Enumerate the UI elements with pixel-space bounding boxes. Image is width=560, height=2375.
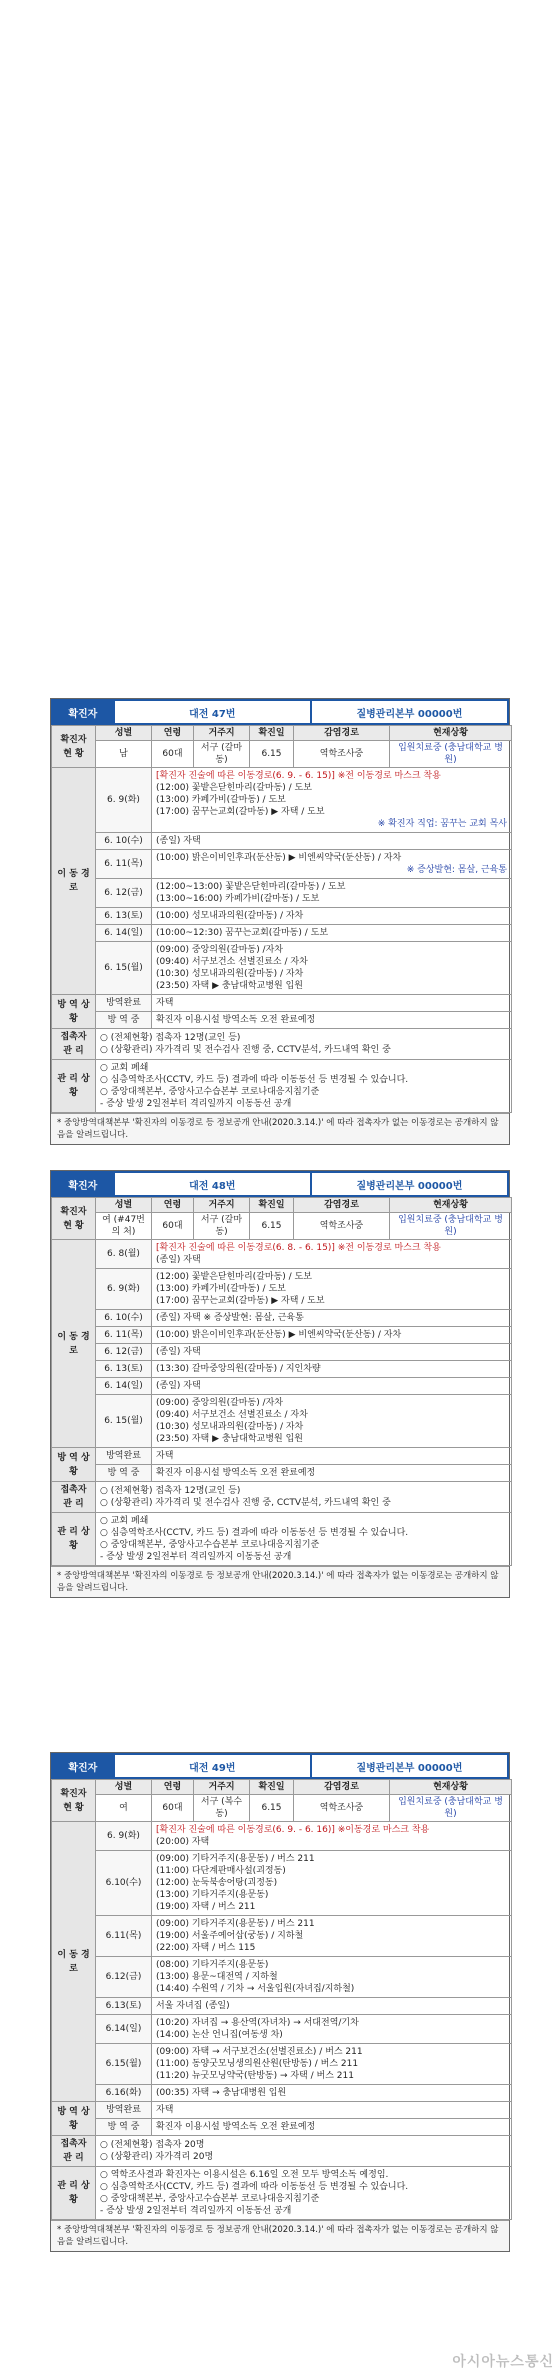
route-line: (19:00) 서울주예어삽(궁동) / 지하철 bbox=[156, 1931, 304, 1941]
route-line: ※ 증상발현: 몸살, 근육통 bbox=[406, 865, 507, 875]
route-date: 6.15(월) bbox=[96, 2044, 152, 2085]
route-row bbox=[52, 1361, 512, 1378]
route-detail bbox=[152, 1269, 512, 1310]
route-detail bbox=[152, 2044, 512, 2085]
info-value-cell: 서구 (갈마동) bbox=[194, 1213, 250, 1240]
quarantine-value: 확진자 이용시설 방역소독 오전 완료예정 bbox=[152, 1465, 512, 1482]
route-date: 6. 9(화) bbox=[96, 1269, 152, 1310]
contact-line: ○ (전체현황) 접촉자 12명(교인 등) bbox=[100, 1033, 241, 1043]
route-row bbox=[52, 2044, 512, 2085]
info-value-cell: 6.15 bbox=[250, 1795, 294, 1822]
route-line: (14:40) 수원역 / 기차 → 서울입원(자녀집/지하철) bbox=[156, 1984, 355, 1994]
footnote: * 중앙방역대책본부 '확진자의 이동경로 등 정보공개 안내(2020.3.14.)' 에 따라 접촉자가 없는 이동경로는 공개하지 않음을 알려드립니다. bbox=[51, 2220, 509, 2251]
info-header-cell: 현재상황 bbox=[390, 1780, 512, 1795]
info-header-cell: 감염경로 bbox=[294, 1198, 390, 1213]
info-value-cell: 서구 (갈마동) bbox=[194, 741, 250, 768]
route-line: (종일) 자택 ※ 증상발현: 몸살, 근육통 bbox=[156, 1313, 304, 1323]
route-detail bbox=[152, 1240, 512, 1269]
route-row bbox=[52, 2015, 512, 2044]
route-line: (13:00) 카페가비(갈마동) / 도보 bbox=[156, 1284, 286, 1294]
route-line: (13:30) 갈마중앙의원(갈마동) / 지인차량 bbox=[156, 1364, 321, 1374]
route-date: 6. 13(토) bbox=[96, 1361, 152, 1378]
case-number: 대전 49번 bbox=[115, 1753, 310, 1779]
route-row bbox=[52, 1240, 512, 1269]
quarantine-key: 방역완료 bbox=[96, 1448, 152, 1465]
kcdc-number: 질병관리본부 00000번 bbox=[310, 1753, 509, 1779]
route-line: (17:00) 꿈꾸는교회(갈마동) ▶ 자택 / 도보 bbox=[156, 1296, 325, 1306]
quarantine-row bbox=[52, 1012, 512, 1029]
contact-line: ○ (상황관리) 자가격리 및 전수검사 진행 중, CCTV분석, 카드내역 확인 중 bbox=[100, 1045, 391, 1055]
quarantine-row bbox=[52, 995, 512, 1012]
route-line: (11:00) 동양굿모닝생의원산원(탄방동) / 버스 211 bbox=[156, 2059, 359, 2069]
route-detail bbox=[152, 850, 512, 879]
route-line: (13:00~16:00) 카페가비(갈마동) / 도보 bbox=[156, 894, 320, 904]
contact-detail bbox=[96, 2136, 512, 2167]
route-row bbox=[52, 1344, 512, 1361]
mgmt-line: ○ 중앙대책본부, 중앙사고수습본부 코로나대응지침기준 bbox=[100, 1087, 320, 1097]
info-value-cell: 입원치료중 (충남대학교 병원) bbox=[390, 741, 512, 768]
info-value-cell: 역학조사중 bbox=[294, 1213, 390, 1240]
watermark-logo: 아시아뉴스통신 bbox=[452, 2354, 554, 2370]
quarantine-key: 방역완료 bbox=[96, 2102, 152, 2119]
route-date: 6. 13(토) bbox=[96, 908, 152, 925]
route-row bbox=[52, 850, 512, 879]
info-header-cell: 성별 bbox=[96, 726, 152, 741]
info-header-cell: 성별 bbox=[96, 1198, 152, 1213]
contact-line: ○ (상황관리) 자가격리 20명 bbox=[100, 2152, 214, 2162]
header-label: 확진자 bbox=[51, 699, 115, 725]
contact-line: ○ (상황관리) 자가격리 및 전수검사 진행 중, CCTV분석, 카드내역 확인 중 bbox=[100, 1498, 391, 1508]
route-line: (09:00) 중앙의원(갈마동) /자차 bbox=[156, 1398, 283, 1408]
route-row bbox=[52, 1957, 512, 1998]
route-date: 6. 11(목) bbox=[96, 1327, 152, 1344]
route-date: 6. 9(화) bbox=[96, 1822, 152, 1851]
contact-row bbox=[52, 2136, 512, 2167]
patient-card bbox=[50, 1752, 510, 2252]
route-line: [확진자 진술에 따른 이동경로(6. 9. - 6. 15)] ※전 이동경로 마스크 착용 bbox=[156, 771, 441, 781]
info-header-cell: 확진일 bbox=[250, 1198, 294, 1213]
route-line: (11:20) 뉴굿모닝약국(탄방동) → 자택 / 버스 211 bbox=[156, 2071, 354, 2081]
kcdc-number: 질병관리본부 00000번 bbox=[310, 1171, 509, 1197]
route-side-label: 이 동 경 로 bbox=[52, 1240, 96, 1448]
info-side-label: 확진자 현 황 bbox=[52, 1780, 96, 1822]
route-line: [확진자 진술에 따른 이동경로(6. 8. - 6. 15)] ※전 이동경로 마스크 착용 bbox=[156, 1243, 441, 1253]
case-table bbox=[51, 1197, 512, 1566]
route-detail bbox=[152, 2085, 512, 2102]
mgmt-side-label: 관 리 상 황 bbox=[52, 1060, 96, 1113]
patient-card bbox=[50, 698, 510, 1145]
route-date: 6. 8(월) bbox=[96, 1240, 152, 1269]
mgmt-side-label: 관 리 상 황 bbox=[52, 1513, 96, 1566]
info-header-cell: 감염경로 bbox=[294, 1780, 390, 1795]
route-line: (10:00~12:30) 꿈꾸는교회(갈마동) / 도보 bbox=[156, 928, 329, 938]
route-row bbox=[52, 1822, 512, 1851]
quarantine-side-label: 방 역 상 황 bbox=[52, 2102, 96, 2136]
route-line: (09:00) 기타거주지(용문동) / 버스 211 bbox=[156, 1919, 315, 1929]
route-line: (09:00) 기타거주지(용문동) / 버스 211 bbox=[156, 1854, 315, 1864]
info-header-row bbox=[52, 1198, 512, 1213]
route-detail bbox=[152, 833, 512, 850]
route-line: (00:35) 자택 → 충남대병원 입원 bbox=[156, 2088, 287, 2098]
route-row bbox=[52, 768, 512, 833]
route-line: (11:00) 다단계판매사설(괴정동) bbox=[156, 1866, 286, 1876]
info-value-cell: 여 (#47번의 처) bbox=[96, 1213, 152, 1240]
route-line: (10:30) 성모내과의원(갈마동) / 자차 bbox=[156, 1422, 304, 1432]
mgmt-row bbox=[52, 1060, 512, 1113]
header-label: 확진자 bbox=[51, 1753, 115, 1779]
route-line: (19:00) 자택 / 버스 211 bbox=[156, 1902, 256, 1912]
route-line: 서울 자녀집 (종일) bbox=[156, 2001, 230, 2011]
route-line: (10:00) 성모내과의원(갈마동) / 자차 bbox=[156, 911, 304, 921]
quarantine-key: 방 역 중 bbox=[96, 1012, 152, 1029]
mgmt-line: ○ 심층역학조사(CCTV, 카드 등) 결과에 따라 이동동선 등 변경될 수 있습니다. bbox=[100, 2182, 409, 2192]
route-row bbox=[52, 2085, 512, 2102]
route-date: 6.13(토) bbox=[96, 1998, 152, 2015]
quarantine-value: 확진자 이용시설 방역소독 오전 완료예정 bbox=[152, 2119, 512, 2136]
info-value-row bbox=[52, 1213, 512, 1240]
info-header-cell: 연령 bbox=[152, 1198, 194, 1213]
route-detail bbox=[152, 2015, 512, 2044]
quarantine-value: 자택 bbox=[152, 2102, 512, 2119]
info-side-label: 확진자 현 황 bbox=[52, 1198, 96, 1240]
patient-card bbox=[50, 1170, 510, 1598]
route-line: [확진자 진술에 따른 이동경로(6. 9. - 6. 16)] ※이동경로 마스크 착용 bbox=[156, 1825, 430, 1835]
footnote: * 중앙방역대책본부 '확진자의 이동경로 등 정보공개 안내(2020.3.14.)' 에 따라 접촉자가 없는 이동경로는 공개하지 않음을 알려드립니다. bbox=[51, 1113, 509, 1144]
mgmt-side-label: 관 리 상 황 bbox=[52, 2167, 96, 2220]
info-value-cell: 60대 bbox=[152, 1795, 194, 1822]
route-detail bbox=[152, 1361, 512, 1378]
route-date: 6. 14(일) bbox=[96, 1378, 152, 1395]
mgmt-line: ○ 역학조사결과 확진자는 이용시설은 6.16일 오전 모두 방역소독 예정임. bbox=[100, 2170, 389, 2180]
route-detail bbox=[152, 1957, 512, 1998]
route-line: (12:00) 꽃밭은닫힌마리(갈마동) / 도보 bbox=[156, 783, 312, 793]
route-line: (10:00) 밝은이비인후과(둔산동) ▶ 비엔씨약국(둔산동) / 자차 bbox=[156, 1330, 402, 1340]
info-value-cell: 60대 bbox=[152, 1213, 194, 1240]
route-detail bbox=[152, 1851, 512, 1916]
route-line: (09:40) 서구보건소 선별진료소 / 자차 bbox=[156, 1410, 308, 1420]
mgmt-line: ○ 중앙대책본부, 중앙사고수습본부 코로나대응지침기준 bbox=[100, 2194, 320, 2204]
route-row bbox=[52, 1916, 512, 1957]
route-detail bbox=[152, 1378, 512, 1395]
route-date: 6.12(금) bbox=[96, 1957, 152, 1998]
quarantine-row bbox=[52, 1465, 512, 1482]
route-line: (13:00) 기타거주지(용문동) bbox=[156, 1890, 269, 1900]
quarantine-value: 자택 bbox=[152, 1448, 512, 1465]
info-header-cell: 연령 bbox=[152, 1780, 194, 1795]
mgmt-row bbox=[52, 2167, 512, 2220]
kcdc-number: 질병관리본부 00000번 bbox=[310, 699, 509, 725]
contact-side-label: 접촉자 관 리 bbox=[52, 1029, 96, 1060]
contact-detail bbox=[96, 1482, 512, 1513]
info-value-cell: 서구 (복수동) bbox=[194, 1795, 250, 1822]
route-date: 6.11(목) bbox=[96, 1916, 152, 1957]
route-line: ※ 확진자 직업: 꿈꾸는 교회 목사 bbox=[377, 819, 507, 829]
route-detail bbox=[152, 1310, 512, 1327]
mgmt-detail bbox=[96, 2167, 512, 2220]
route-date: 6.16(화) bbox=[96, 2085, 152, 2102]
card-header bbox=[51, 1753, 509, 1779]
route-date: 6. 15(월) bbox=[96, 942, 152, 995]
route-date: 6. 12(금) bbox=[96, 879, 152, 908]
info-value-cell: 입원치료중 (충남대학교 병원) bbox=[390, 1213, 512, 1240]
route-line: (13:00) 카페가비(갈마동) / 도보 bbox=[156, 795, 286, 805]
mgmt-line: ○ 심층역학조사(CCTV, 카드 등) 결과에 따라 이동동선 등 변경될 수 있습니다. bbox=[100, 1528, 409, 1538]
info-header-cell: 현재상황 bbox=[390, 1198, 512, 1213]
route-line: (12:00) 눈둑북송어탕(괴정동) bbox=[156, 1878, 278, 1888]
route-detail bbox=[152, 1344, 512, 1361]
info-value-row bbox=[52, 741, 512, 768]
route-line: (23:50) 자택 ▶ 충남대학교병원 입원 bbox=[156, 1434, 303, 1444]
route-line: (22:00) 자택 / 버스 115 bbox=[156, 1943, 256, 1953]
route-detail bbox=[152, 1327, 512, 1344]
info-header-cell: 감염경로 bbox=[294, 726, 390, 741]
route-line: (종일) 자택 bbox=[156, 1255, 201, 1265]
route-detail bbox=[152, 1998, 512, 2015]
route-row bbox=[52, 1998, 512, 2015]
mgmt-line: ○ 교회 폐쇄 bbox=[100, 1516, 149, 1526]
quarantine-value: 확진자 이용시설 방역소독 오전 완료예정 bbox=[152, 1012, 512, 1029]
mgmt-detail bbox=[96, 1513, 512, 1566]
info-header-row bbox=[52, 726, 512, 741]
case-number: 대전 48번 bbox=[115, 1171, 310, 1197]
info-header-cell: 확진일 bbox=[250, 1780, 294, 1795]
mgmt-line: ○ 중앙대책본부, 중앙사고수습본부 코로나대응지침기준 bbox=[100, 1540, 320, 1550]
quarantine-value: 자택 bbox=[152, 995, 512, 1012]
info-header-cell: 거주지 bbox=[194, 1780, 250, 1795]
quarantine-key: 방역완료 bbox=[96, 995, 152, 1012]
route-date: 6. 11(목) bbox=[96, 850, 152, 879]
route-row bbox=[52, 833, 512, 850]
route-line: (09:00) 자택 → 서구보건소(선별진료소) / 버스 211 bbox=[156, 2047, 363, 2057]
route-line: (종일) 자택 bbox=[156, 1347, 201, 1357]
route-date: 6. 10(수) bbox=[96, 1310, 152, 1327]
footnote: * 중앙방역대책본부 '확진자의 이동경로 등 정보공개 안내(2020.3.14.)' 에 따라 접촉자가 없는 이동경로는 공개하지 않음을 알려드립니다. bbox=[51, 1566, 509, 1597]
info-value-cell: 6.15 bbox=[250, 1213, 294, 1240]
route-date: 6.10(수) bbox=[96, 1851, 152, 1916]
route-row bbox=[52, 1395, 512, 1448]
contact-line: ○ (전체현황) 접촉자 20명 bbox=[100, 2140, 205, 2150]
info-header-cell: 확진일 bbox=[250, 726, 294, 741]
info-value-cell: 6.15 bbox=[250, 741, 294, 768]
info-header-cell: 현재상황 bbox=[390, 726, 512, 741]
mgmt-line: ○ 교회 폐쇄 bbox=[100, 1063, 149, 1073]
mgmt-line: - 증상 발생 2일전부터 격리일까지 이동동선 공개 bbox=[100, 1552, 292, 1562]
card-header bbox=[51, 699, 509, 725]
route-date: 6. 15(월) bbox=[96, 1395, 152, 1448]
route-row bbox=[52, 1310, 512, 1327]
route-line: (08:00) 기타거주지(용문동) bbox=[156, 1960, 269, 1970]
route-detail bbox=[152, 879, 512, 908]
route-date: 6. 14(일) bbox=[96, 925, 152, 942]
quarantine-row bbox=[52, 2102, 512, 2119]
quarantine-row bbox=[52, 1448, 512, 1465]
case-number: 대전 47번 bbox=[115, 699, 310, 725]
route-row bbox=[52, 942, 512, 995]
info-side-label: 확진자 현 황 bbox=[52, 726, 96, 768]
route-row bbox=[52, 925, 512, 942]
route-line: (09:00) 중앙의원(갈마동) /자차 bbox=[156, 945, 283, 955]
contact-detail bbox=[96, 1029, 512, 1060]
route-row bbox=[52, 1269, 512, 1310]
route-row bbox=[52, 879, 512, 908]
route-line: (12:00~13:00) 꽃밭은닫힌마리(갈마동) / 도보 bbox=[156, 882, 346, 892]
route-side-label: 이 동 경 로 bbox=[52, 1822, 96, 2102]
route-line: (09:40) 서구보건소 선별진료소 / 자차 bbox=[156, 957, 308, 967]
quarantine-side-label: 방 역 상 황 bbox=[52, 1448, 96, 1482]
route-detail bbox=[152, 925, 512, 942]
contact-side-label: 접촉자 관 리 bbox=[52, 2136, 96, 2167]
mgmt-row bbox=[52, 1513, 512, 1566]
route-line: (종일) 자택 bbox=[156, 1381, 201, 1391]
route-date: 6. 10(수) bbox=[96, 833, 152, 850]
route-date: 6. 9(화) bbox=[96, 768, 152, 833]
quarantine-row bbox=[52, 2119, 512, 2136]
info-value-cell: 입원치료중 (충남대학교 병원) bbox=[390, 1795, 512, 1822]
info-header-cell: 성별 bbox=[96, 1780, 152, 1795]
info-value-cell: 남 bbox=[96, 741, 152, 768]
case-table bbox=[51, 1779, 512, 2220]
route-row bbox=[52, 1378, 512, 1395]
contact-row bbox=[52, 1482, 512, 1513]
route-line: (12:00) 꽃밭은닫힌마리(갈마동) / 도보 bbox=[156, 1272, 312, 1282]
contact-side-label: 접촉자 관 리 bbox=[52, 1482, 96, 1513]
mgmt-line: ○ 심층역학조사(CCTV, 카드 등) 결과에 따라 이동동선 등 변경될 수 있습니다. bbox=[100, 1075, 409, 1085]
info-value-cell: 역학조사중 bbox=[294, 741, 390, 768]
info-value-row bbox=[52, 1795, 512, 1822]
route-line: (23:50) 자택 ▶ 충남대학교병원 입원 bbox=[156, 981, 303, 991]
route-line: (10:20) 자녀집 → 용산역(자녀차) → 서대전역/기차 bbox=[156, 2018, 359, 2028]
route-detail bbox=[152, 908, 512, 925]
route-line: (14:00) 논산 언니집(여동생 차) bbox=[156, 2030, 283, 2040]
route-detail bbox=[152, 1822, 512, 1851]
quarantine-key: 방 역 중 bbox=[96, 2119, 152, 2136]
header-label: 확진자 bbox=[51, 1171, 115, 1197]
case-table bbox=[51, 725, 512, 1113]
route-row bbox=[52, 1851, 512, 1916]
mgmt-detail bbox=[96, 1060, 512, 1113]
info-header-cell: 거주지 bbox=[194, 1198, 250, 1213]
card-header bbox=[51, 1171, 509, 1197]
info-header-cell: 연령 bbox=[152, 726, 194, 741]
route-detail bbox=[152, 1395, 512, 1448]
route-date: 6.14(일) bbox=[96, 2015, 152, 2044]
route-line: (17:00) 꿈꾸는교회(갈마동) ▶ 자택 / 도보 bbox=[156, 807, 325, 817]
route-line: (20:00) 자택 bbox=[156, 1837, 210, 1847]
contact-row bbox=[52, 1029, 512, 1060]
mgmt-line: - 증상 발생 2일전부터 격리일까지 이동동선 공개 bbox=[100, 1099, 292, 1109]
info-value-cell: 60대 bbox=[152, 741, 194, 768]
route-row bbox=[52, 1327, 512, 1344]
route-detail bbox=[152, 1916, 512, 1957]
route-side-label: 이 동 경 로 bbox=[52, 768, 96, 995]
mgmt-line: - 증상 발생 2일전부터 격리일까지 이동동선 공개 bbox=[100, 2206, 292, 2216]
info-value-cell: 여 bbox=[96, 1795, 152, 1822]
route-detail bbox=[152, 768, 512, 833]
info-value-cell: 역학조사중 bbox=[294, 1795, 390, 1822]
route-line: (종일) 자택 bbox=[156, 836, 201, 846]
route-date: 6. 12(금) bbox=[96, 1344, 152, 1361]
route-row bbox=[52, 908, 512, 925]
info-header-cell: 거주지 bbox=[194, 726, 250, 741]
quarantine-side-label: 방 역 상 황 bbox=[52, 995, 96, 1029]
route-detail bbox=[152, 942, 512, 995]
route-line: (10:30) 성모내과의원(갈마동) / 자차 bbox=[156, 969, 304, 979]
quarantine-key: 방 역 중 bbox=[96, 1465, 152, 1482]
contact-line: ○ (전체현황) 접촉자 12명(교인 등) bbox=[100, 1486, 241, 1496]
route-line: (13:00) 용문~대전역 / 지하철 bbox=[156, 1972, 278, 1982]
route-line: (10:00) 밝은이비인후과(둔산동) ▶ 비엔씨약국(둔산동) / 자차 bbox=[156, 853, 402, 863]
info-header-row bbox=[52, 1780, 512, 1795]
